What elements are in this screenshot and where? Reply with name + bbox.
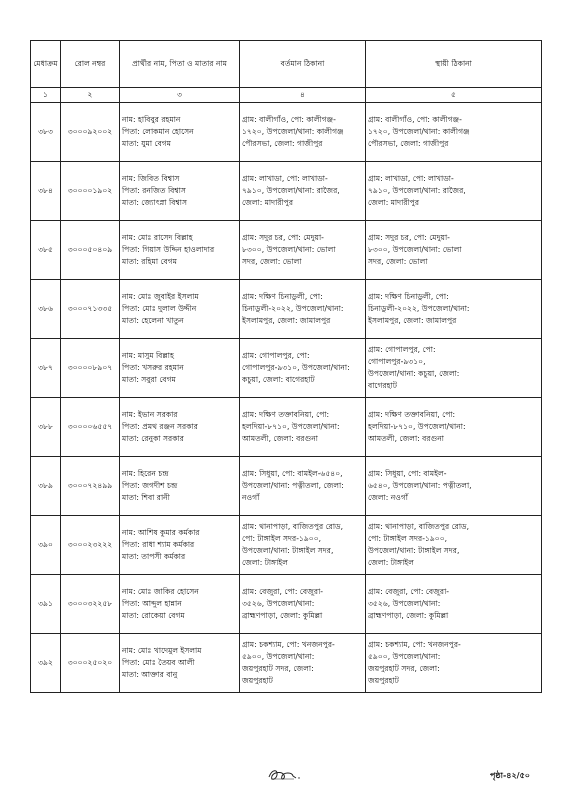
person-cell-line: নাম: জিবিত বিশ্বাস xyxy=(122,174,180,183)
permanent-address-cell-line: জেলা: নওগাঁ xyxy=(368,493,409,502)
permanent-address-cell-line: গ্রাম: বালীগাঁও, পো: কালীগঞ্জ- xyxy=(368,115,462,124)
column-number-row xyxy=(31,88,542,103)
serial-cell: ৩৯১ xyxy=(31,575,61,634)
present-address-cell-line: গ্রাম: দক্ষিণ চিনাডুলী, পো: xyxy=(242,292,323,301)
person-cell-line: পিতা: জগদীশ চন্দ্র xyxy=(122,481,178,490)
present-address-cell-line: আমতলী, জেলা: বরগুনা xyxy=(242,434,319,443)
person-cell-line: মাতা: রেনুকা সরকার xyxy=(122,434,184,443)
present-address-cell-line: গ্রাম: সিধুয়া, পো: বামইল-৬৫৪০, xyxy=(242,469,343,478)
header-permanent-address: স্থায়ী ঠিকানা xyxy=(366,41,542,88)
permanent-address-cell xyxy=(366,221,542,280)
person-cell-line: নাম: হাবিবুর রহমান xyxy=(122,115,181,124)
serial-cell: ৩৮৯ xyxy=(31,457,61,516)
permanent-address-cell-line: গ্রাম: থানাপাড়া, বাজিতপুর রোড, xyxy=(368,522,470,531)
present-address-cell-line: গ্রাম: বেজুরা, পো: বেজুরা- xyxy=(242,587,324,596)
permanent-address-cell-line: পো: টাঙ্গাইল সদর-১৯০০, xyxy=(368,534,448,543)
present-address-cell-line: গ্রাম: লাখাডা, পো: লাখাডা- xyxy=(242,174,328,183)
person-cell xyxy=(120,339,240,398)
permanent-address-cell-line: সদর, জেলা: ভোলা xyxy=(368,257,428,266)
person-cell-line: নাম: মোঃ জুবাইর ইসলাম xyxy=(122,292,199,301)
roll-cell: ৩০০০৭২৪৯৯ xyxy=(61,457,120,516)
permanent-address-cell-line: জয়পুরহাট সদর, জেলা: xyxy=(368,664,440,673)
person-cell xyxy=(120,103,240,162)
roll-cell: ৩০০০২৩২২২ xyxy=(61,516,120,575)
column-number: ২ xyxy=(61,88,120,103)
permanent-address-cell-line: গ্রাম: চকশ্যাম, পো: খনজনপুর- xyxy=(368,640,461,649)
present-address-cell xyxy=(240,103,366,162)
permanent-address-cell xyxy=(366,162,542,221)
present-address-cell-line: ৭৯১০, উপজেলা/থানা: রাজৈর, xyxy=(242,186,340,195)
permanent-address-cell-line: গোপালপুর-৯৩১০, xyxy=(368,357,426,366)
present-address-cell xyxy=(240,221,366,280)
present-address-cell xyxy=(240,575,366,634)
permanent-address-cell xyxy=(366,457,542,516)
permanent-address-cell-line: গ্রাম: দক্ষিণ চিনাডুলী, পো: xyxy=(368,292,449,301)
present-address-cell xyxy=(240,516,366,575)
table-row xyxy=(31,575,542,634)
serial-cell: ৩৮৪ xyxy=(31,162,61,221)
present-address-cell xyxy=(240,398,366,457)
present-address-cell-line: উপজেলা/থানা: টাঙ্গাইল সদর, xyxy=(242,546,334,555)
column-number: ৩ xyxy=(120,88,240,103)
permanent-address-cell-line: জেলা: মাদারীপুর xyxy=(368,198,419,207)
candidate-table xyxy=(30,40,542,693)
permanent-address-cell-line: গ্রাম: সদুর চর, পো: মেদুয়া- xyxy=(368,233,450,242)
person-cell-line: নাম: মোঃ জাকির হোসেন xyxy=(122,587,199,596)
person-cell-line: পিতা: মোঃ তৈয়ব আলী xyxy=(122,658,195,667)
permanent-address-cell-line: ৮৩০০, উপজেলা/থানা: ভোলা xyxy=(368,245,462,254)
person-cell-line: মাতা: সবুরা বেগম xyxy=(122,375,176,384)
permanent-address-cell-line: গ্রাম: লাখাডা, পো: লাখাডা- xyxy=(368,174,454,183)
present-address-cell-line: ব্রাহ্মণপাড়া, জেলা: কুমিল্লা xyxy=(242,611,323,620)
present-address-cell-line: পো: টাঙ্গাইল সদর-১৯০০, xyxy=(242,534,322,543)
column-number: ৪ xyxy=(240,88,366,103)
person-cell xyxy=(120,457,240,516)
person-cell-line: নাম: ইভান সরকার xyxy=(122,410,178,419)
serial-cell: ৩৯২ xyxy=(31,634,61,693)
column-number: ৫ xyxy=(366,88,542,103)
permanent-address-cell-line: গ্রাম: সিধুয়া, পো: বামইল- xyxy=(368,469,447,478)
person-cell-line: পিতা: খসরুর রহমান xyxy=(122,363,184,372)
permanent-address-cell-line: ইসলামপুর, জেলা: জামালপুর xyxy=(368,316,457,325)
present-address-cell-line: ১৭২০, উপজেলা/থানা: কালীগঞ্জ xyxy=(242,127,344,136)
permanent-address-cell-line: ৫৯০০, উপজেলা/থানা: xyxy=(368,652,441,661)
present-address-cell-line: গ্রাম: গোপালপুর, পো: xyxy=(242,351,310,360)
permanent-address-cell-line: ১৭২০, উপজেলা/থানা: কালীগঞ্জ xyxy=(368,127,470,136)
roll-cell: ৩০০০৩২২৫৮ xyxy=(61,575,120,634)
permanent-address-cell-line: ৬৫৪০, উপজেলা/থানা: পত্নীতলা, xyxy=(368,481,472,490)
permanent-address-cell-line: চিনাডুলী-২০২২, উপজেলা/থানা: xyxy=(368,304,470,313)
person-cell-line: নাম: মোঃ খাদেমুল ইসলাম xyxy=(122,646,202,655)
roll-cell: ৩০০০০৬৫৫৭ xyxy=(61,398,120,457)
header-present-address: বর্তমান ঠিকানা xyxy=(240,41,366,88)
signature xyxy=(266,766,302,784)
permanent-address-cell xyxy=(366,339,542,398)
permanent-address-cell-line: জেলা: টাঙ্গাইল xyxy=(368,558,414,567)
present-address-cell-line: পৌরসভা, জেলা: গাজীপুর xyxy=(242,139,323,148)
person-cell-line: নাম: আশিষ কুমার কর্মকার xyxy=(122,528,200,537)
person-cell-line: মাতা: আক্তার বানু xyxy=(122,670,178,679)
person-cell-line: পিতা: রাধা শ্যাম কর্মকার xyxy=(122,540,195,549)
present-address-cell-line: ৩৫২৬, উপজেলা/থানা: xyxy=(242,599,315,608)
table-row xyxy=(31,634,542,693)
permanent-address-cell-line: ব্রাহ্মণপাড়া, জেলা: কুমিল্লা xyxy=(368,611,449,620)
permanent-address-cell xyxy=(366,280,542,339)
present-address-cell-line: কচুয়া, জেলা: বাগেরহাট xyxy=(242,375,315,384)
person-cell-line: পিতা: প্রমথ রঞ্জন সরকার xyxy=(122,422,198,431)
table-header-row xyxy=(31,41,542,88)
table-row xyxy=(31,162,542,221)
serial-cell: ৩৯০ xyxy=(31,516,61,575)
present-address-cell xyxy=(240,339,366,398)
permanent-address-cell-line: ৭৯১০, উপজেলা/থানা: রাজৈর, xyxy=(368,186,466,195)
person-cell-line: মাতা: রহিমা বেগম xyxy=(122,257,177,266)
present-address-cell-line: গ্রাম: দক্ষিণ তক্তাবনিয়া, পো: xyxy=(242,410,330,419)
table-row xyxy=(31,103,542,162)
roll-cell: ৩০০০০৮৯০৭ xyxy=(61,339,120,398)
permanent-address-cell-line: গ্রাম: বেজুরা, পো: বেজুরা- xyxy=(368,587,450,596)
permanent-address-cell-line: জয়পুরহাট xyxy=(368,676,399,685)
present-address-cell-line: নওগাঁ xyxy=(242,493,260,502)
person-cell xyxy=(120,398,240,457)
present-address-cell xyxy=(240,280,366,339)
header-person: প্রার্থীর নাম, পিতা ও মাতার নাম xyxy=(120,41,240,88)
present-address-cell-line: গ্রাম: থানাপাড়া, বাজিতপুর রোড, xyxy=(242,522,344,531)
present-address-cell-line: চিনাডুলী-২০২২, উপজেলা/থানা: xyxy=(242,304,344,313)
person-cell xyxy=(120,575,240,634)
person-cell-line: মাতা: রোকেয়া বেগম xyxy=(122,611,185,620)
table-row xyxy=(31,221,542,280)
roll-cell: ৩০০০৭১৩৩৫ xyxy=(61,280,120,339)
present-address-cell xyxy=(240,634,366,693)
person-cell-line: পিতা: গিয়াস উদ্দিন হাওলাদার xyxy=(122,245,215,254)
permanent-address-cell xyxy=(366,575,542,634)
roll-cell: ৩০০০০১৯০২ xyxy=(61,162,120,221)
permanent-address-cell-line: পৌরসভা, জেলা: গাজীপুর xyxy=(368,139,449,148)
present-address-cell-line: হলদিয়া-৮৭১০, উপজেলা/থানা: xyxy=(242,422,340,431)
table-row xyxy=(31,457,542,516)
page-number: পৃষ্ঠা-৪২/৫০ xyxy=(490,771,530,780)
present-address-cell-line: উপজেলা/থানা: পত্নীতলা, জেলা: xyxy=(242,481,344,490)
table-row xyxy=(31,280,542,339)
table-row xyxy=(31,516,542,575)
present-address-cell xyxy=(240,457,366,516)
present-address-cell xyxy=(240,162,366,221)
permanent-address-cell-line: উপজেলা/থানা: কচুয়া, জেলা: xyxy=(368,369,460,378)
person-cell-line: মাতা: শিবা রানী xyxy=(122,493,170,502)
table-row xyxy=(31,398,542,457)
person-cell xyxy=(120,221,240,280)
permanent-address-cell-line: গ্রাম: গোপালপুর, পো: xyxy=(368,345,436,354)
serial-cell: ৩৮৭ xyxy=(31,339,61,398)
present-address-cell-line: জয়পুরহাট xyxy=(242,676,273,685)
present-address-cell-line: গ্রাম: বালীগাঁও, পো: কালীগঞ্জ- xyxy=(242,115,336,124)
person-cell-line: নাম: মোঃ রাসেদ বিল্লাহ xyxy=(122,233,193,242)
person-cell-line: নাম: হিরেন চন্দ্র xyxy=(122,469,169,478)
serial-cell: ৩৮৮ xyxy=(31,398,61,457)
person-cell-line: পিতা: আব্দুল হান্নান xyxy=(122,599,182,608)
permanent-address-cell xyxy=(366,398,542,457)
present-address-cell-line: ৫৯০০, উপজেলা/থানা: xyxy=(242,652,315,661)
permanent-address-cell xyxy=(366,634,542,693)
roll-cell: ৩০০০৫০৪০৯ xyxy=(61,221,120,280)
present-address-cell-line: জয়পুরহাট সদর, জেলা: xyxy=(242,664,314,673)
person-cell-line: মাতা: জ্যোৎস্না বিশ্বাস xyxy=(122,198,188,207)
permanent-address-cell-line: উপজেলা/থানা: টাঙ্গাইল সদর, xyxy=(368,546,460,555)
permanent-address-cell-line: আমতলী, জেলা: বরগুনা xyxy=(368,434,445,443)
column-number: ১ xyxy=(31,88,61,103)
present-address-cell-line: গ্রাম: চকশ্যাম, পো: খনজনপুর- xyxy=(242,640,335,649)
permanent-address-cell-line: বাগেরহাট xyxy=(368,381,397,390)
header-roll: রোল নম্বর xyxy=(61,41,120,88)
permanent-address-cell xyxy=(366,103,542,162)
serial-cell: ৩৮৩ xyxy=(31,103,61,162)
person-cell xyxy=(120,280,240,339)
roll-cell: ৩০০০৯২০০২ xyxy=(61,103,120,162)
roll-cell: ৩০০০২৫০২০ xyxy=(61,634,120,693)
present-address-cell-line: ইসলামপুর, জেলা: জামালপুর xyxy=(242,316,331,325)
person-cell xyxy=(120,162,240,221)
permanent-address-cell-line: হলদিয়া-৮৭১০, উপজেলা/থানা: xyxy=(368,422,466,431)
serial-cell: ৩৮৫ xyxy=(31,221,61,280)
present-address-cell-line: জেলা: মাদারীপুর xyxy=(242,198,293,207)
person-cell-line: নাম: মাসুম বিল্লাহ xyxy=(122,351,174,360)
person-cell-line: পিতা: লোকমান হোসেন xyxy=(122,127,194,136)
person-cell-line: মাতা: তাপসী কর্মকার xyxy=(122,552,186,561)
present-address-cell-line: সদর, জেলা: ভোলা xyxy=(242,257,302,266)
permanent-address-cell xyxy=(366,516,542,575)
table-row xyxy=(31,339,542,398)
person-cell xyxy=(120,634,240,693)
present-address-cell-line: ৮৩০০, উপজেলা/থানা: ভোলা xyxy=(242,245,336,254)
present-address-cell-line: গোপালপুর-৯৩১০, উপজেলা/থানা: xyxy=(242,363,350,372)
permanent-address-cell-line: গ্রাম: দক্ষিণ তক্তাবনিয়া, পো: xyxy=(368,410,456,419)
permanent-address-cell-line: ৩৫২৬, উপজেলা/থানা: xyxy=(368,599,441,608)
person-cell-line: মাতা: হেলেনা খাতুন xyxy=(122,316,184,325)
present-address-cell-line: জেলা: টাঙ্গাইল xyxy=(242,558,288,567)
person-cell xyxy=(120,516,240,575)
person-cell-line: পিতা: রনজিত বিশ্বাস xyxy=(122,186,186,195)
person-cell-line: পিতা: মোঃ দুলাল উদ্দীন xyxy=(122,304,197,313)
person-cell-line: মাতা: যুমা বেগম xyxy=(122,139,171,148)
present-address-cell-line: গ্রাম: সদুর চর, পো: মেদুয়া- xyxy=(242,233,324,242)
serial-cell: ৩৮৬ xyxy=(31,280,61,339)
header-serial: মেধাক্রম xyxy=(31,41,61,88)
